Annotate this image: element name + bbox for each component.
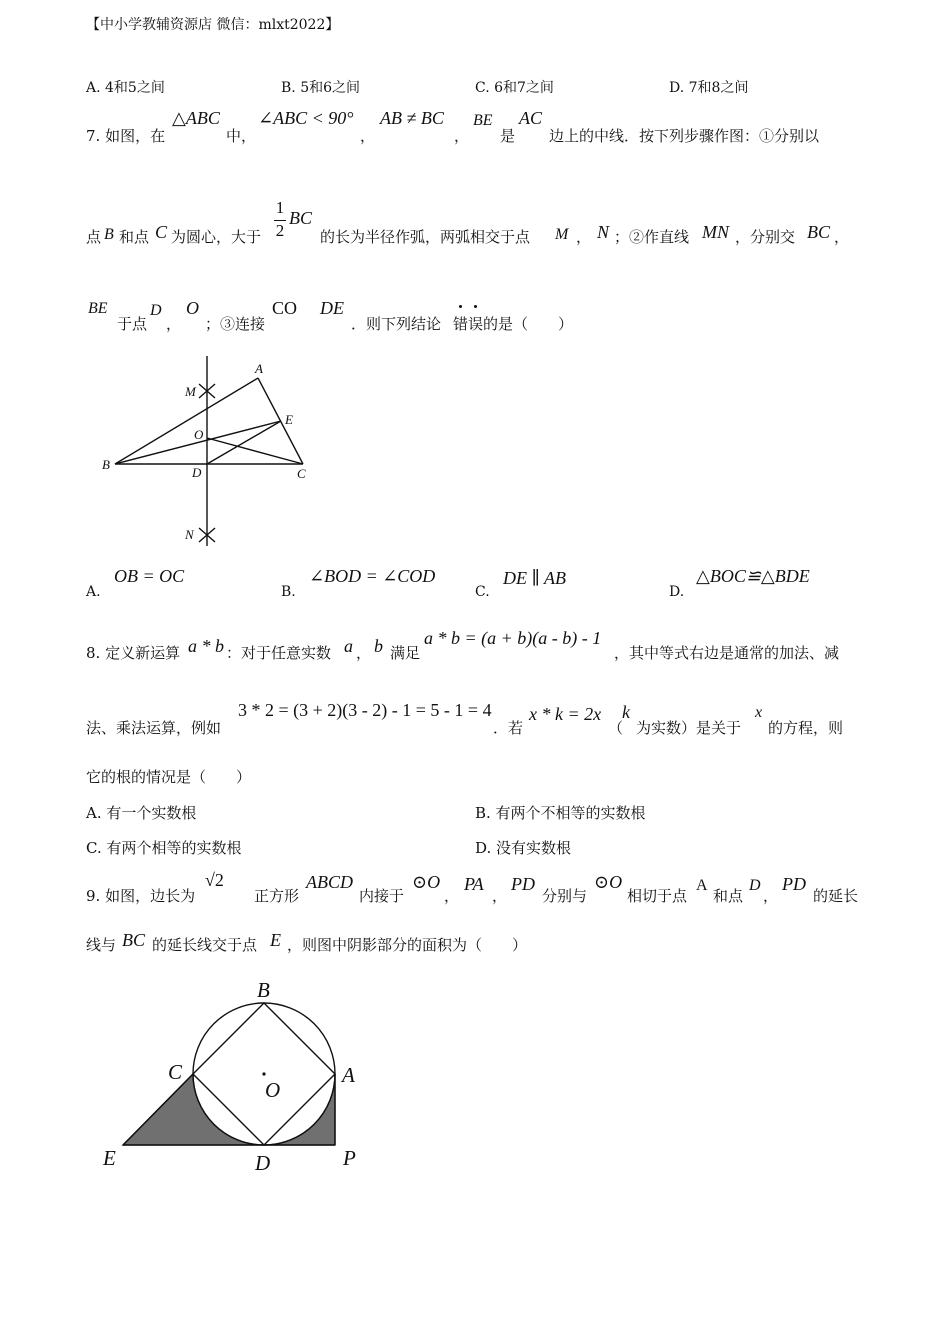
- label-b: B: [102, 457, 110, 472]
- q6-option-d: D. 7和8之间: [669, 80, 749, 96]
- q8-option-d: D. 没有实数根: [475, 839, 572, 857]
- label-o: O: [194, 427, 204, 442]
- q8-option-b: B. 有两个不相等的实数根: [475, 804, 646, 822]
- label-b: B: [257, 978, 270, 1002]
- segment-co: [207, 438, 303, 464]
- label-d: D: [255, 1151, 271, 1175]
- q8-option-a: A. 有一个实数根: [86, 804, 197, 822]
- label-e: E: [103, 1146, 116, 1170]
- label-d: D: [192, 465, 202, 480]
- page-header: 【中小学教辅资源店 微信：mlxt2022】: [86, 17, 340, 33]
- label-a: A: [342, 1063, 355, 1087]
- label-m: M: [185, 384, 196, 399]
- q8-option-c: C. 有两个相等的实数根: [86, 839, 242, 857]
- figure-q7-triangle: [95, 350, 325, 550]
- q6-option-b: B. 5和6之间: [281, 80, 361, 96]
- q8-line-3: 它的根的情况是（ ）: [86, 768, 252, 786]
- label-n: N: [185, 527, 194, 542]
- segment-de: [207, 421, 281, 464]
- q6-option-c: C. 6和7之间: [475, 80, 554, 96]
- label-o: O: [265, 1078, 281, 1102]
- label-a: A: [255, 361, 263, 376]
- label-c: C: [297, 466, 306, 481]
- emphasis-dot: [474, 305, 477, 308]
- label-e: E: [285, 412, 293, 427]
- figure-q9-circle-square: [95, 970, 375, 1180]
- q6-option-a: A. 4和5之间: [86, 80, 165, 96]
- center-dot: [262, 1072, 265, 1075]
- emphasis-text: 错误: [453, 315, 484, 333]
- emphasis-dot: [459, 305, 462, 308]
- label-p: P: [343, 1146, 356, 1170]
- label-c: C: [168, 1060, 183, 1084]
